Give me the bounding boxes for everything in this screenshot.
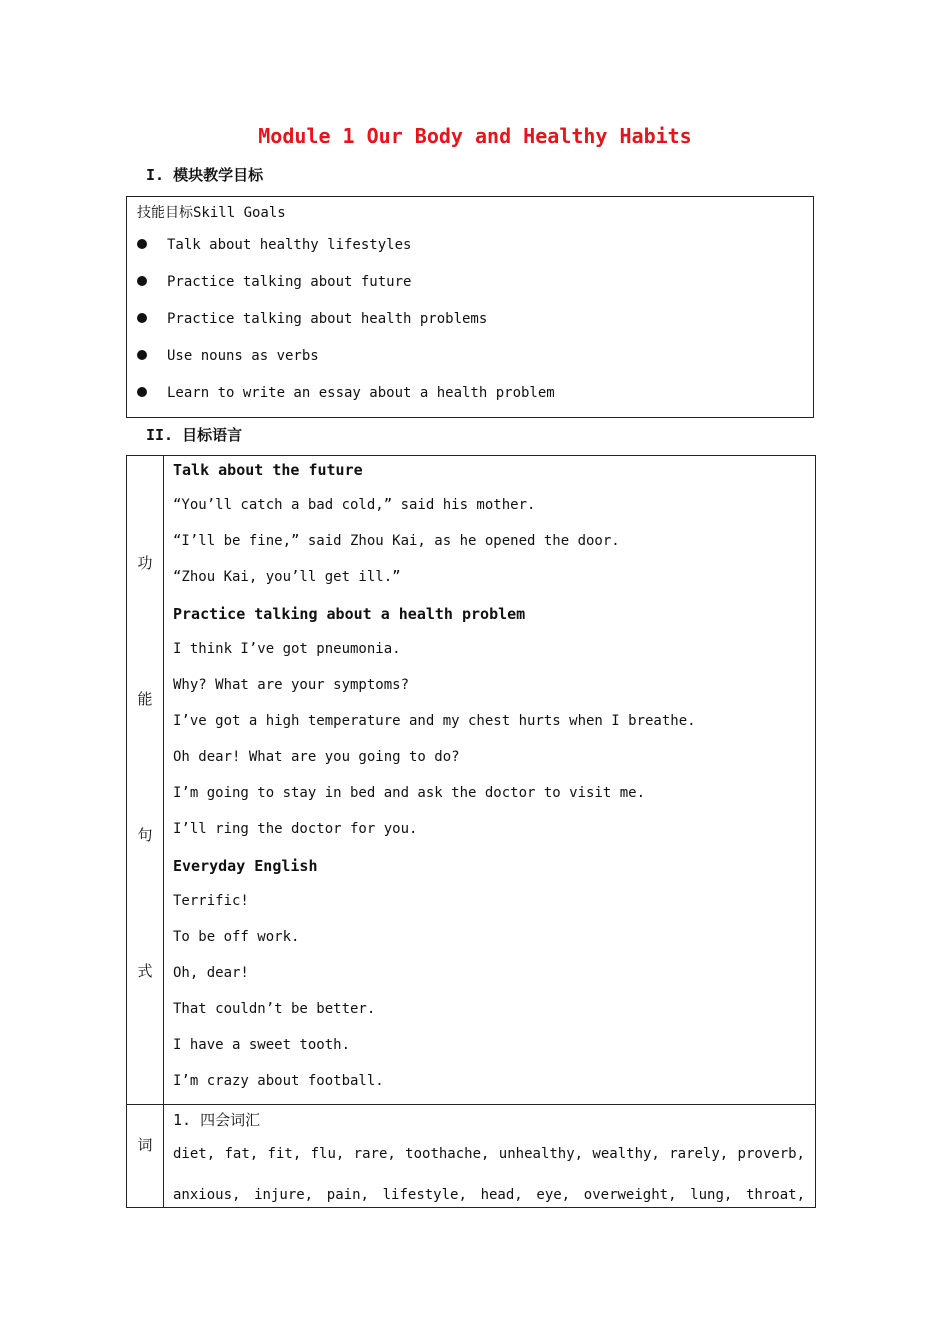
goal-item	[137, 311, 487, 327]
goal-item	[137, 274, 411, 290]
page-title: Module 1 Our Body and Healthy Habits	[258, 124, 692, 148]
sentence-line: To be off work.	[173, 929, 300, 945]
section1-heading: I. 模块教学目标	[146, 166, 264, 184]
column-divider	[163, 456, 164, 1207]
goal-item	[137, 385, 555, 401]
row1-label-char: 功	[137, 554, 153, 572]
sentence-line: “You’ll catch a bad cold,” said his mother.	[173, 497, 536, 513]
sentence-line: Oh, dear!	[173, 965, 249, 981]
sentence-line: I’ve got a high temperature and my chest hurts when I breathe.	[173, 713, 696, 729]
goal-text: Practice talking about health problems	[167, 311, 488, 327]
row1-label-char: 式	[137, 962, 153, 980]
bullet-icon	[137, 387, 147, 397]
vocab-line: diet, fat, fit, flu, rare, toothache, unhealthy, wealthy, rarely, proverb,	[173, 1146, 805, 1162]
row-divider	[127, 1104, 815, 1105]
sentence-line: “I’ll be fine,” said Zhou Kai, as he opened the door.	[173, 533, 620, 549]
target-language-table	[126, 455, 816, 1208]
bullet-icon	[137, 276, 147, 286]
goal-item	[137, 348, 319, 364]
sentence-line: That couldn’t be better.	[173, 1001, 376, 1017]
sentence-line: I’m going to stay in bed and ask the doctor to visit me.	[173, 785, 646, 801]
sentence-line: Oh dear! What are you going to do?	[173, 749, 460, 765]
bullet-icon	[137, 313, 147, 323]
goal-text: Talk about healthy lifestyles	[167, 237, 412, 253]
sentence-line: “Zhou Kai, you’ll get ill.”	[173, 569, 401, 585]
goal-text: Use nouns as verbs	[167, 348, 319, 364]
vocab-heading: 1. 四会词汇	[173, 1111, 261, 1129]
skill-goals-box	[126, 196, 814, 418]
sentence-line: I’m crazy about football.	[173, 1073, 384, 1089]
function-subheading: Talk about the future	[173, 461, 363, 479]
sentence-line: I have a sweet tooth.	[173, 1037, 351, 1053]
row1-label-char: 句	[137, 826, 153, 844]
bullet-icon	[137, 350, 147, 360]
sentence-line: Terrific!	[173, 893, 249, 909]
section2-heading: II. 目标语言	[146, 426, 243, 444]
function-subheading: Everyday English	[173, 857, 318, 875]
function-subheading: Practice talking about a health problem	[173, 605, 526, 623]
sentence-line: I’ll ring the doctor for you.	[173, 821, 418, 837]
row1-label-char: 能	[137, 690, 153, 708]
bullet-icon	[137, 239, 147, 249]
goal-item	[137, 237, 411, 253]
skill-goals-title: 技能目标Skill Goals	[137, 205, 286, 221]
goal-text: Practice talking about future	[167, 274, 412, 290]
row2-label-char: 词	[137, 1136, 153, 1154]
sentence-line: I think I’ve got pneumonia.	[173, 641, 401, 657]
vocab-line: anxious, injure, pain, lifestyle, head, eye, overweight, lung, throat,	[173, 1187, 805, 1203]
goal-text: Learn to write an essay about a health problem	[167, 385, 555, 401]
sentence-line: Why? What are your symptoms?	[173, 677, 410, 693]
